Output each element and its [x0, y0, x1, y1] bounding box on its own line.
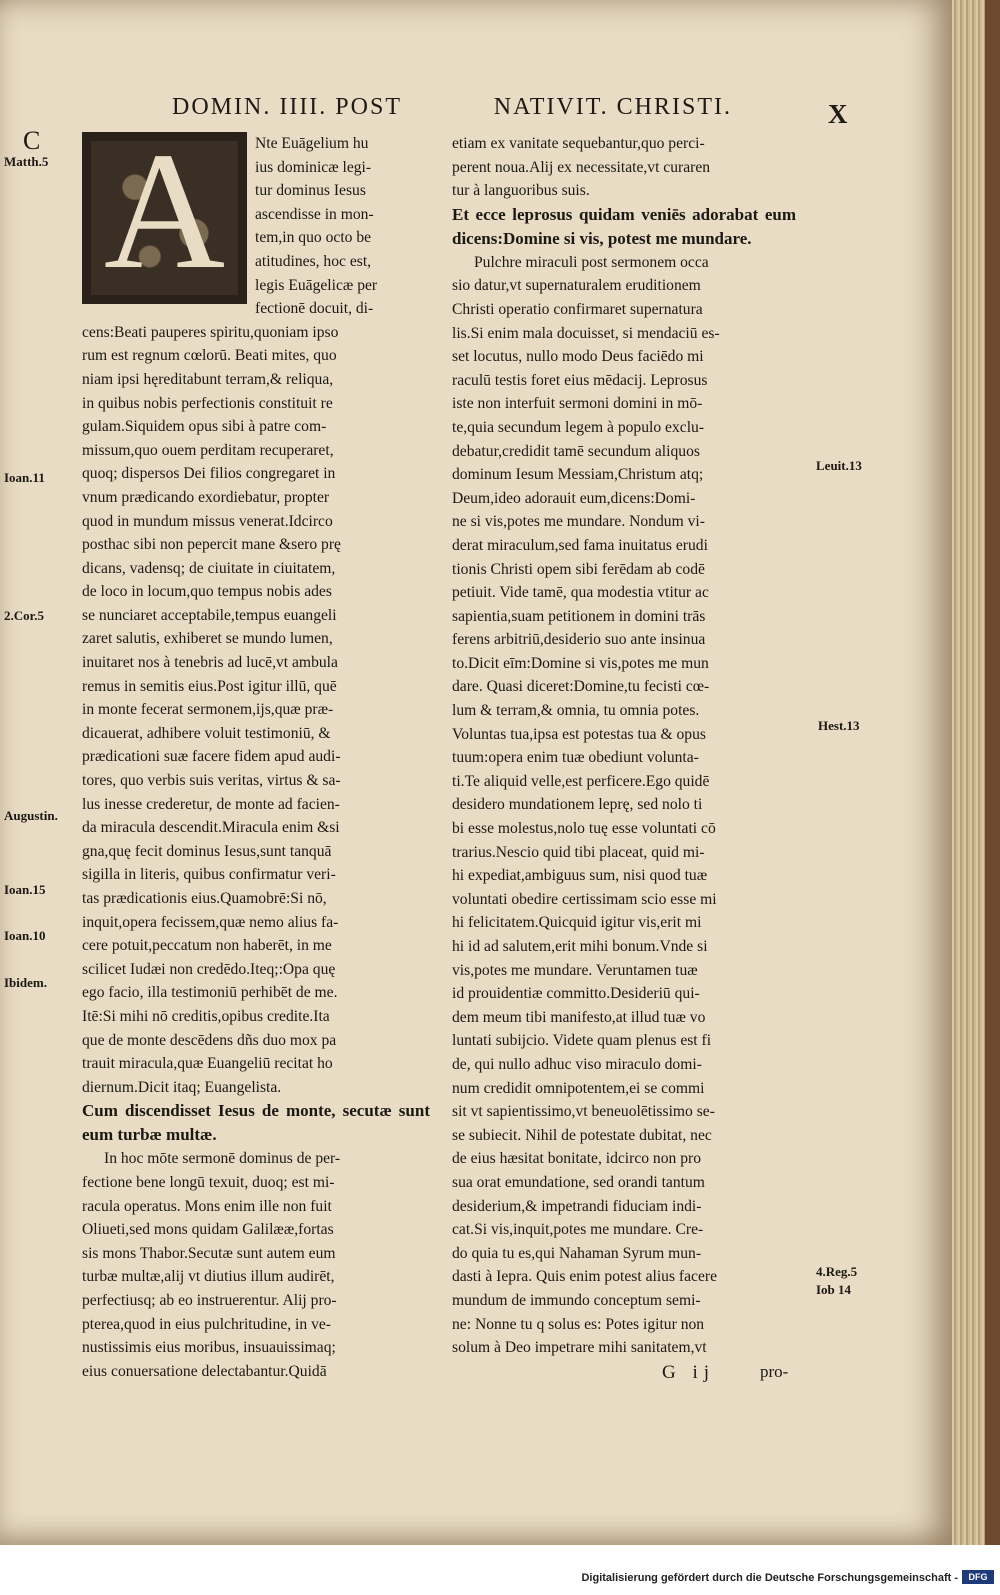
text-line: ne: Nonne tu q solus es: Potes igitur non — [452, 1315, 705, 1333]
folio-number: X — [828, 99, 848, 129]
signature-mark: G ij — [662, 1362, 716, 1383]
text-line: dasti à Iepra. Quis enim potest alius facere — [452, 1268, 717, 1286]
margin-note-left: Ioan.11 — [4, 470, 45, 485]
text-line: sapientia,suam petitionem in domini trās — [452, 607, 706, 625]
text-line: solum à Deo impetrare mihi sanitatem,vt — [452, 1339, 707, 1357]
text-line: inuitaret nos à tenebris ad lucē,vt ambula — [82, 654, 338, 672]
text-line: in quibus nobis perfectionis constituit re — [82, 394, 333, 412]
text-line: Voluntas tua,ipsa est potestas tua & opus — [452, 725, 706, 743]
section-letter: C — [23, 126, 41, 155]
text-line: legis Euāgelicæ per — [255, 276, 378, 294]
text-line: dicans, vadensq; de ciuitate in ciuitatem, — [82, 559, 336, 577]
margin-note-left: 2.Cor.5 — [4, 608, 44, 623]
header-right: NATIVIT. CHRISTI. — [493, 94, 732, 120]
text-line: diernum.Dicit itaq; Euangelista. — [82, 1078, 282, 1096]
text-line: tuum:opera enim tuæ obediunt volunta- — [452, 749, 699, 767]
text-line: racula operatus. Mons enim ille non fuit — [82, 1197, 332, 1215]
text-line: rum est regnum cœlorū. Beati mites, quo — [82, 347, 337, 365]
lemma-heading: Et ecce leprosus quidam veniēs adorabat eum dicens:Domine si vis, potest me mundare. — [452, 204, 796, 248]
text-line: dominum Iesum Messiam,Christum atq; — [452, 466, 704, 484]
text-line: de loco in locum,quo tempus nobis ades — [82, 583, 332, 601]
text-line: Deum,ideo adorauit eum,dicens:Domi- — [452, 489, 696, 507]
margin-note-left: Ioan.15 — [4, 882, 46, 897]
text-line: remus in semitis eius.Post igitur illū, quē — [82, 677, 337, 695]
body-lines — [452, 132, 796, 203]
text-line: cere potuit,peccatum non haberēt, in me — [82, 937, 332, 955]
text-line: Christi operatio confirmaret supernatura — [452, 300, 703, 318]
text-line: do quia tu es,qui Nahaman Syrum mun- — [452, 1244, 702, 1262]
text-line: de eius hæsitat bonitate, idcirco non pro — [452, 1150, 702, 1168]
text-line: tem,in quo octo be — [255, 229, 372, 247]
text-line: ne si vis,potes me mundare. Nondum vi- — [452, 513, 705, 531]
text-line: turbæ multæ,alij vt diutius illum audirēt, — [82, 1268, 335, 1286]
text-line: tionis Christi opem sibi ferēdam ab codē — [452, 560, 705, 578]
text-line: quod in mundum missus venerat.Idcirco — [82, 512, 333, 530]
text-line: iste non interfuit sermoni domini in mō- — [452, 395, 703, 413]
text-line: voluntati obedire certissimam scio esse mi — [452, 890, 717, 908]
margin-note-right: Iob 14 — [816, 1282, 852, 1297]
text-line: set locutus, nullo modo Deus faciēdo mi — [452, 348, 704, 366]
text-line: trauit miracula,quæ Euangeliū recitat ho — [82, 1055, 333, 1073]
text-line: dem meum tibi manifesto,at illud tuæ vo — [452, 1008, 706, 1026]
text-line: petiuit. Vide tamē, qua modestia vtitur ac — [452, 584, 709, 602]
text-line: hi felicitatem.Quicquid igitur vis,erit mi — [452, 914, 702, 932]
margin-note-left: Ibidem. — [4, 975, 47, 990]
text-line: fectione bene longū texuit, duoq; est mi- — [82, 1173, 335, 1191]
text-line: scilicet Iudæi non credēdo.Iteq;:Opa quę — [82, 960, 336, 978]
text-line: missum,quo ouem perditam recuperaret, — [82, 441, 334, 459]
text-line: lus inesse crederetur, de monte ad facien- — [82, 795, 340, 813]
text-line: da miracula descendit.Miracula enim &si — [82, 819, 340, 837]
text-line: bi esse molestus,nolo tuę esse voluntati cō — [452, 820, 716, 838]
text-line: de, qui nullo adhuc viso miraculo domi- — [452, 1055, 702, 1073]
body-lines — [82, 321, 430, 1100]
text-line: cat.Si vis,inquit,potes me mundare. Cre- — [452, 1221, 704, 1239]
text-line: perent noua.Alij ex necessitate,vt curaren — [452, 158, 711, 176]
text-line: In hoc mōte sermonē dominus de per- — [104, 1150, 341, 1168]
text-line: id prouidentiæ committo.Desideriū qui- — [452, 985, 700, 1003]
text-line: num credidit omnipotentem,ei se commi — [452, 1079, 705, 1097]
text-line: Itē:Si mihi nō creditis,opibus credite.Ita — [82, 1007, 330, 1025]
text-line: lum & terram,& omnia, tu omnia potes. — [452, 702, 700, 720]
text-line: vnum prædicando exordiebatur, propter — [82, 488, 330, 506]
decorated-initial — [82, 118, 247, 304]
text-line: raculū testis foret eius mēdacij. Leprosus — [452, 371, 708, 389]
text-line: hi id ad salutem,erit mihi bonum.Vnde si — [452, 938, 708, 955]
text-line: ego facio, illa testimoniū perhibēt de me. — [82, 984, 338, 1002]
funding-note: Digitalisierung gefördert durch die Deutsche Forschungsgemeinschaft - — [581, 1572, 958, 1584]
dfg-logo: DFG — [962, 1570, 994, 1584]
text-line: sigilla in literis, quibus confirmatur veri- — [82, 866, 336, 884]
text-line: Pulchre miraculi post sermonem occa — [474, 253, 709, 271]
text-line: ferens arbitriū,desiderio suo ante insinua — [452, 631, 706, 649]
text-line: lis.Si enim mala docuisset, si mendaciū es- — [452, 324, 720, 342]
body-lines-2 — [82, 1147, 430, 1383]
text-line: te,quia secundum legem à populo exclu- — [452, 418, 705, 436]
text-line: inquit,opera fecissem,quæ nemo alius fa- — [82, 913, 339, 931]
text-line: atitudines, hoc est, — [255, 252, 372, 270]
margin-note-right: Leuit.13 — [816, 458, 862, 473]
text-line: tores, quo verbis suis veritas, virtus & sa- — [82, 772, 341, 790]
margin-note-right: Hest.13 — [818, 718, 860, 733]
text-line: mundum de immundo conceptum semi- — [452, 1291, 701, 1309]
initial-letter: A — [103, 118, 226, 304]
text-line: dicauerat, adhibere voluit testimoniū, & — [82, 724, 331, 742]
margin-note-left: Matth.5 — [4, 154, 49, 169]
text-line: nustissimis eius moribus, insuauissimaq; — [82, 1339, 336, 1357]
text-line: que de monte descēdens dñs duo mox pa — [82, 1031, 337, 1049]
text-line: sio datur,vt supernaturalem eruditionem — [452, 277, 701, 295]
text-line: pterea,quod in eius pulchritudine, in ve- — [82, 1315, 331, 1333]
text-line: hi expediat,ambiguus sum, nisi quod tuæ — [452, 867, 708, 885]
text-line: zaret salutis, exhiberet se mundo lumen, — [82, 630, 333, 648]
text-line: in monte fecerat sermonem,ijs,quæ præ- — [82, 701, 334, 719]
text-line: desidero mundationem leprę, sed nolo ti — [452, 796, 703, 814]
text-line: eius conuersatione delectabantur.Quidā — [82, 1362, 327, 1380]
text-line: luntati subijcio. Videte quam plenus est fi — [452, 1032, 712, 1050]
text-line: gna,quę fecit dominus Iesus,sunt tanquā — [82, 842, 332, 860]
text-line: gulam.Siquidem opus sibi à patre com- — [82, 418, 327, 436]
text-line: debatur,credidit tamē secundum aliquos — [452, 442, 700, 460]
text-line: fectionē docuit, di- — [255, 300, 374, 318]
catchword: pro- — [760, 1362, 789, 1381]
text-line: derat miraculum,sed fama inuitatus erudi — [452, 536, 708, 554]
text-line: dare. Quasi diceret:Domine,tu fecisti cœ- — [452, 678, 710, 696]
text-line: etiam ex vanitate sequebantur,quo perci- — [452, 135, 705, 152]
right-column — [452, 132, 796, 1360]
text-line: to.Dicit eīm:Domine si vis,potes me mun — [452, 654, 709, 672]
header-left: DOMIN. IIII. POST — [172, 94, 402, 120]
margin-note-right: 4.Reg.5 — [816, 1264, 858, 1279]
text-line: Nte Euāgelium hu — [255, 135, 369, 152]
margin-note-left: Augustin. — [4, 808, 58, 823]
text-line: ti.Te aliquid velle,est perficere.Ego quidē — [452, 772, 710, 790]
text-line: sit vt sapientissimo,vt beneuolētissimo se- — [452, 1103, 715, 1121]
text-line: se subiecit. Nihil de potestate dubitat, nec — [452, 1126, 712, 1144]
left-column — [82, 118, 430, 1383]
margin-note-left: Ioan.10 — [4, 928, 46, 943]
text-line: niam ipsi hęreditabunt terram,& reliqua, — [82, 370, 334, 388]
text-line: posthac sibi non pepercit mane &sero prę — [82, 536, 341, 554]
running-header — [172, 94, 732, 121]
text-line: sis mons Thabor.Secutæ sunt autem eum — [82, 1244, 336, 1262]
text-line: prædicationi suæ facere fidem apud audi- — [82, 748, 341, 766]
text-line: ius dominicæ legi- — [255, 158, 372, 176]
text-line: quoq; dispersos Dei filios congregaret in — [82, 465, 336, 483]
book-cover-edge — [985, 0, 1000, 1545]
text-line: Oliueti,sed mons quidam Galilææ,fortas — [82, 1221, 334, 1239]
text-line: se nunciaret acceptabile,tempus euangeli — [82, 606, 337, 624]
text-line: tas prædicationis eius.Quamobrē:Si nō, — [82, 890, 327, 907]
text-line: tur à languoribus suis. — [452, 182, 590, 200]
text-line: vis,potes me mundare. Veruntamen tuæ — [452, 961, 698, 979]
footer-bar — [0, 1545, 1000, 1595]
text-line: desiderium,& impetrandi fiduciam indi- — [452, 1197, 702, 1215]
text-line: cens:Beati pauperes spiritu,quoniam ipso — [82, 323, 339, 341]
body-lines-2 — [452, 251, 796, 1360]
text-line: trarius.Nescio quid tibi placeat, quid mi- — [452, 843, 705, 861]
text-line: sua orat emundatione, sed orandi tantum — [452, 1173, 705, 1191]
text-line: tur dominus Iesus — [255, 182, 366, 200]
text-line: perfectiusq; ab eo instruerentur. Alij pro- — [82, 1291, 337, 1309]
lemma-heading: Cum discendisset Iesus de monte, secutæ sunt eum turbæ multæ. — [82, 1101, 430, 1145]
text-line: ascendisse in mon- — [255, 205, 374, 223]
